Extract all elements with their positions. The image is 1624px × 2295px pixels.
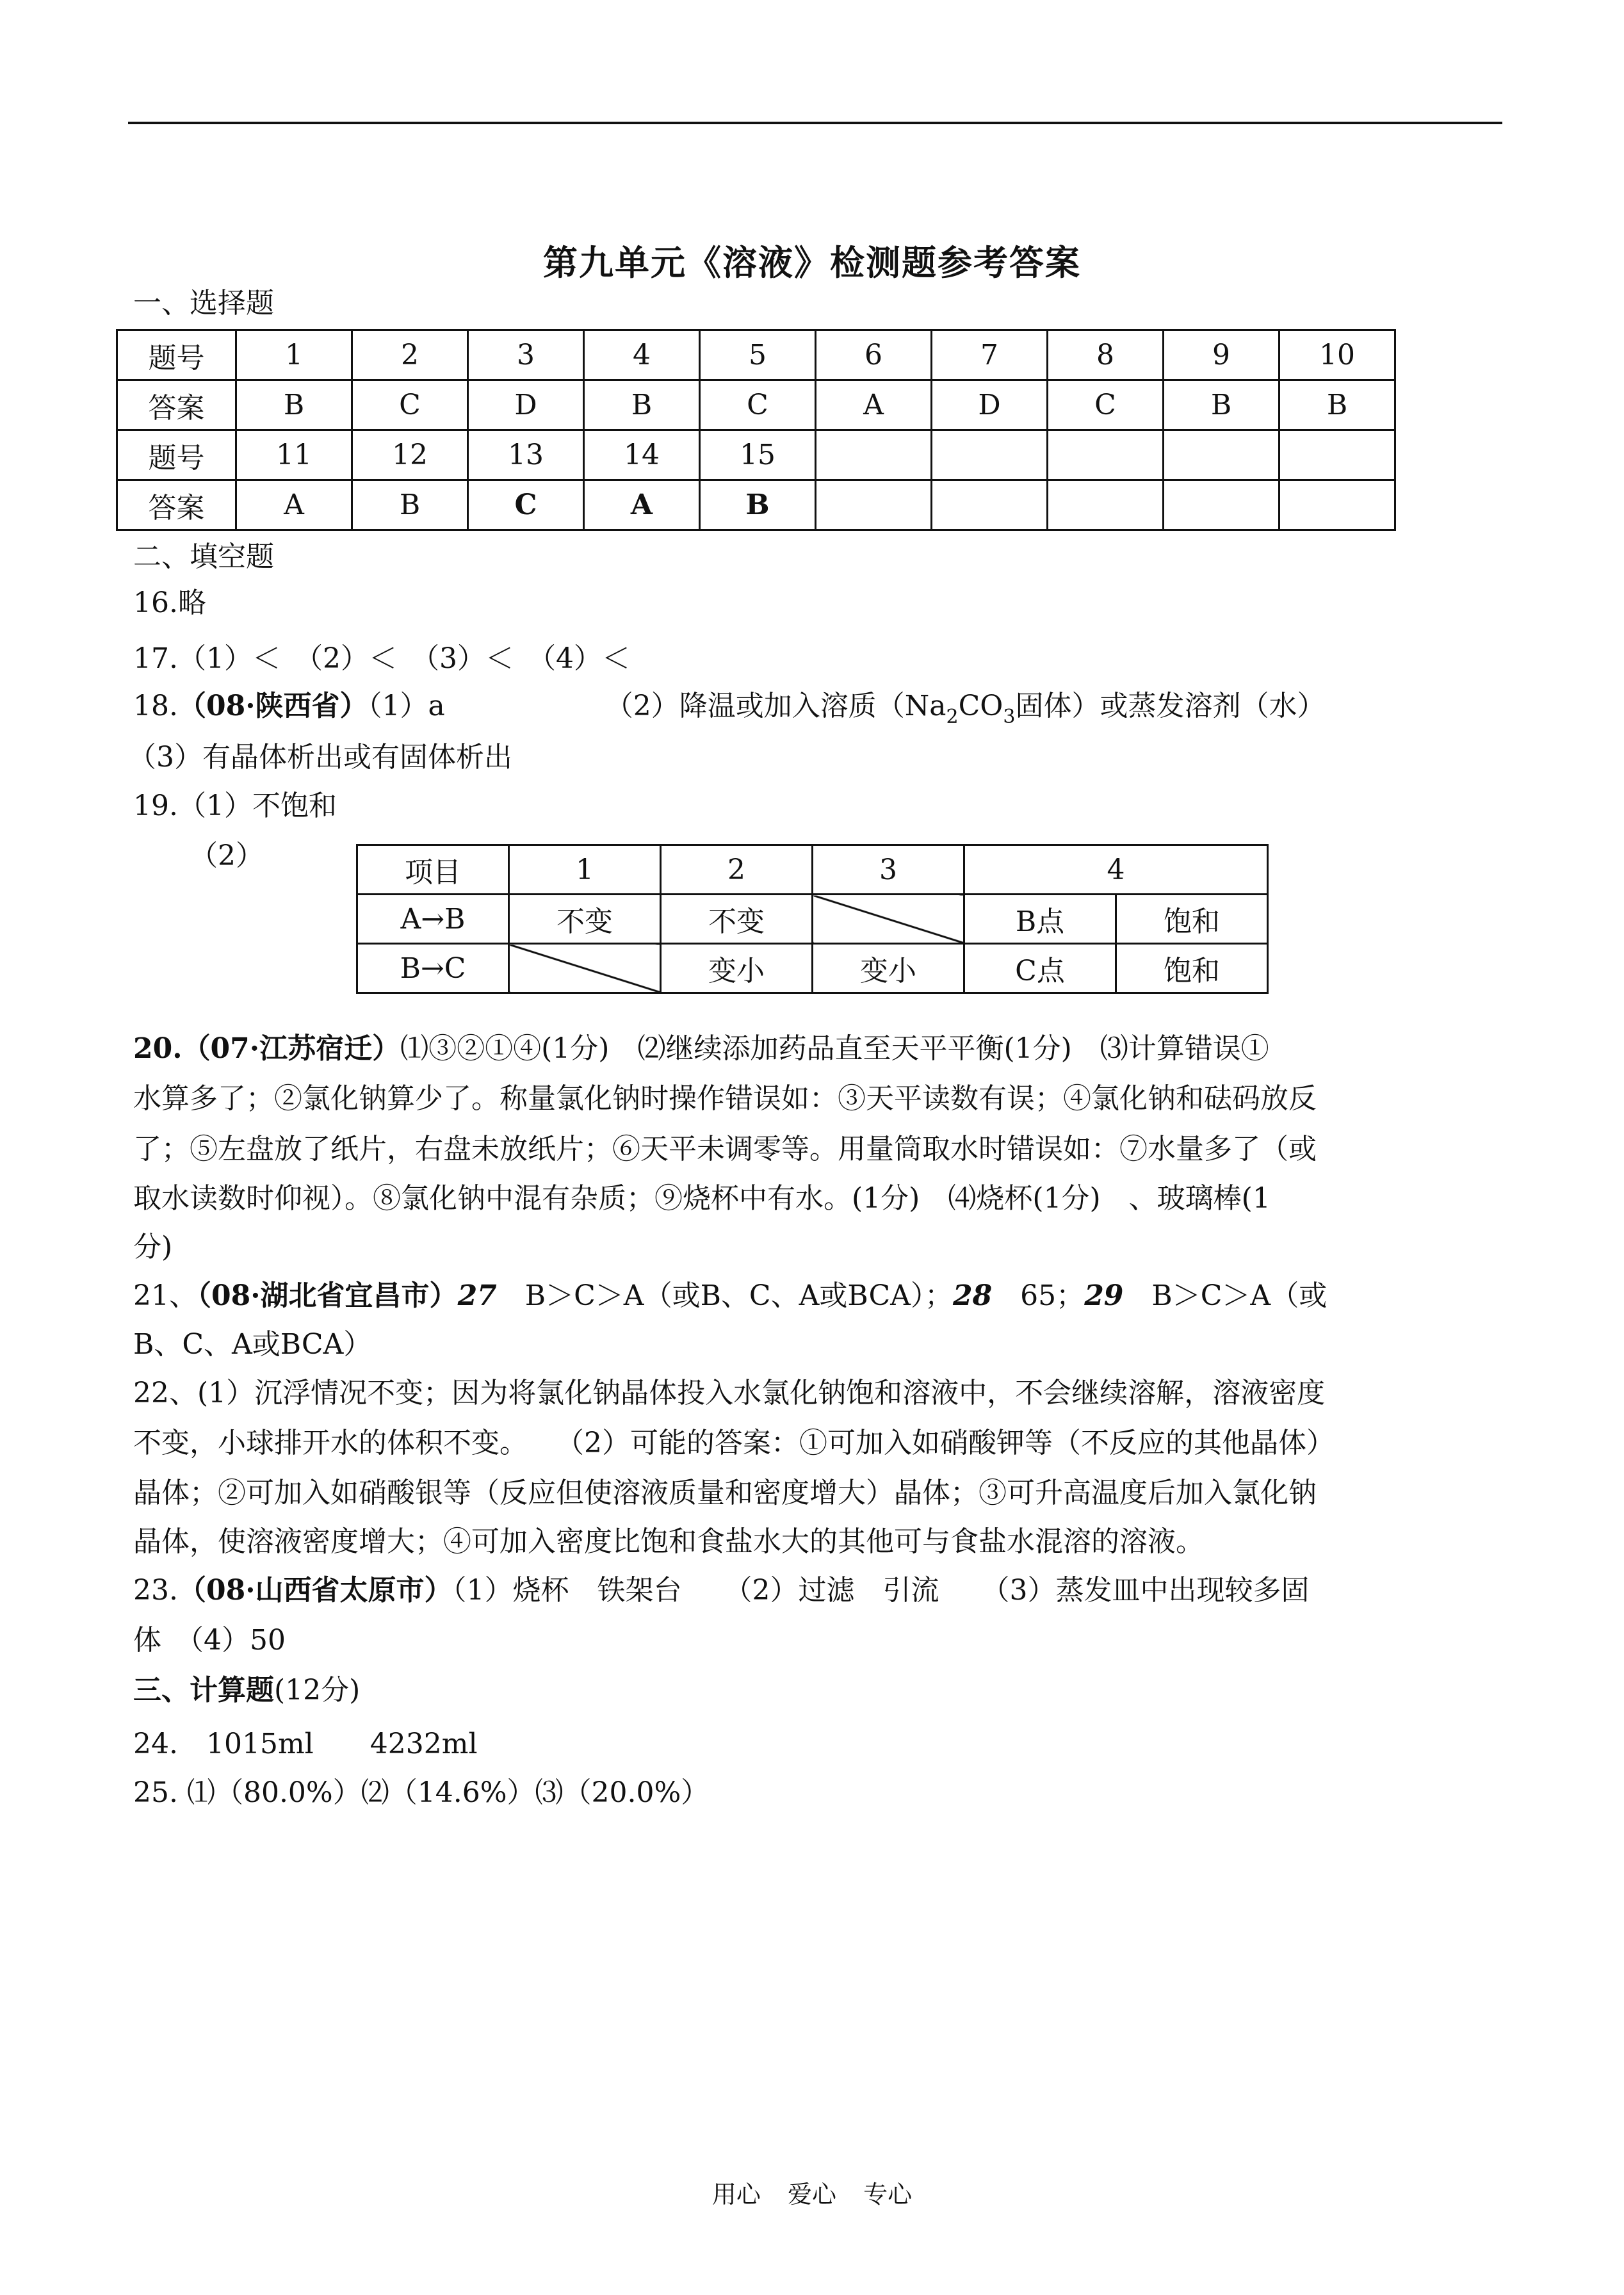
diagonal-empty-cell — [509, 944, 661, 993]
section-choice-heading: 一、选择题 — [133, 287, 274, 320]
document-title: 第九单元《溶液》检测题参考答案 — [543, 242, 1081, 283]
page-footer: 用心 爱心 专心 — [711, 2180, 913, 2209]
answer-18-part3: （3）有晶体析出或有固体析出 — [128, 741, 512, 774]
table-row: 题号 11 12 13 14 15 — [117, 430, 1395, 480]
source-label: （08·陕西省） — [177, 690, 368, 722]
source-label: （08·湖北省宜昌市） — [197, 1279, 458, 1312]
answer-20-line4: 取水读数时仰视）。⑧氯化钠中混有杂质；⑨烧杯中有水。(1分) ⑷烧杯(1分) 、玻璃棒(1 — [133, 1182, 1271, 1215]
table-row: B→C 变小 变小 C点 饱和 — [357, 944, 1268, 993]
answer-25: 25. ⑴（80.0%）⑵（14.6%）⑶（20.0%） — [133, 1776, 710, 1809]
answer-21: 21、（08·湖北省宜昌市）27 B＞C＞A（或B、C、A或BCA）；28 65；29 B＞C＞A（或 — [133, 1279, 1328, 1312]
answer-17: 17.（1）＜ （2）＜ （3）＜ （4）＜ — [133, 642, 630, 675]
source-label: （08·山西省太原市） — [177, 1574, 453, 1607]
table-row: 项目 1 2 3 4 — [357, 845, 1268, 895]
answer-19-part2-label: （2） — [190, 839, 264, 872]
answer-20-line2: 水算多了；②氯化钠算少了。称量氯化钠时操作错误如：③天平读数有误；④氯化钠和砝码放反 — [133, 1082, 1317, 1115]
answer-19-part1: 19.（1）不饱和 — [133, 790, 337, 822]
answer-23-line2: 体 （4）50 — [133, 1624, 286, 1657]
answer-24: 24. 1015ml 4232ml — [133, 1728, 478, 1760]
table-row: 题号 1 2 3 4 5 6 7 8 9 10 — [117, 330, 1395, 380]
answer-22-line2: 不变，小球排开水的体积不变。 （2）可能的答案：①可加入如硝酸钾等（不反应的其他晶体） — [133, 1427, 1335, 1459]
diagonal-empty-cell — [813, 895, 964, 944]
answer-22-line1: 22、(1）沉浮情况不变；因为将氯化钠晶体投入水氯化钠饱和溶液中，不会继续溶解，溶液密度 — [133, 1377, 1326, 1409]
answer-20-line3: 了；⑤左盘放了纸片，右盘未放纸片；⑥天平未调零等。用量筒取水时错误如：⑦水量多了（或 — [133, 1133, 1317, 1165]
source-label: （07·江苏宿迁） — [182, 1032, 401, 1065]
choice-answer-table — [116, 329, 1396, 531]
table-row: 答案 B C D B C A D C B B — [117, 380, 1395, 430]
answer-20: 20.（07·江苏宿迁）⑴③②①④(1分) ⑵继续添加药品直至天平平衡(1分) ⑶计算错误① — [133, 1032, 1269, 1065]
answer-20-line5: 分) — [133, 1231, 173, 1263]
answer-22-line3: 晶体；②可加入如硝酸银等（反应但使溶液质量和密度增大）晶体；③可升高温度后加入氯化钠 — [133, 1477, 1317, 1509]
section-calc-heading: 三、计算题(12分) — [133, 1674, 361, 1707]
answer-18: 18.（08·陕西省）（1）a （2）降温或加入溶质（$Na_2CO_3$固体）或蒸发溶剂（水） — [133, 690, 1326, 728]
state-change-table — [356, 844, 1269, 994]
table-row: 答案 A B C A B — [117, 480, 1395, 530]
answer-22-line4: 晶体，使溶液密度增大；④可加入密度比饱和食盐水大的其他可与食盐水混溶的溶液。 — [133, 1525, 1204, 1558]
header-rule — [128, 122, 1502, 124]
section-fill-heading: 二、填空题 — [133, 540, 274, 573]
table-row: A→B 不变 不变 B点 饱和 — [357, 895, 1268, 944]
answer-21-line2: B、C、A或BCA） — [133, 1328, 372, 1361]
answer-23: 23.（08·山西省太原市）（1）烧杯 铁架台 （2）过滤 引流 （3）蒸发皿中出现较多固 — [133, 1574, 1310, 1607]
answer-16: 16.略 — [133, 587, 206, 619]
